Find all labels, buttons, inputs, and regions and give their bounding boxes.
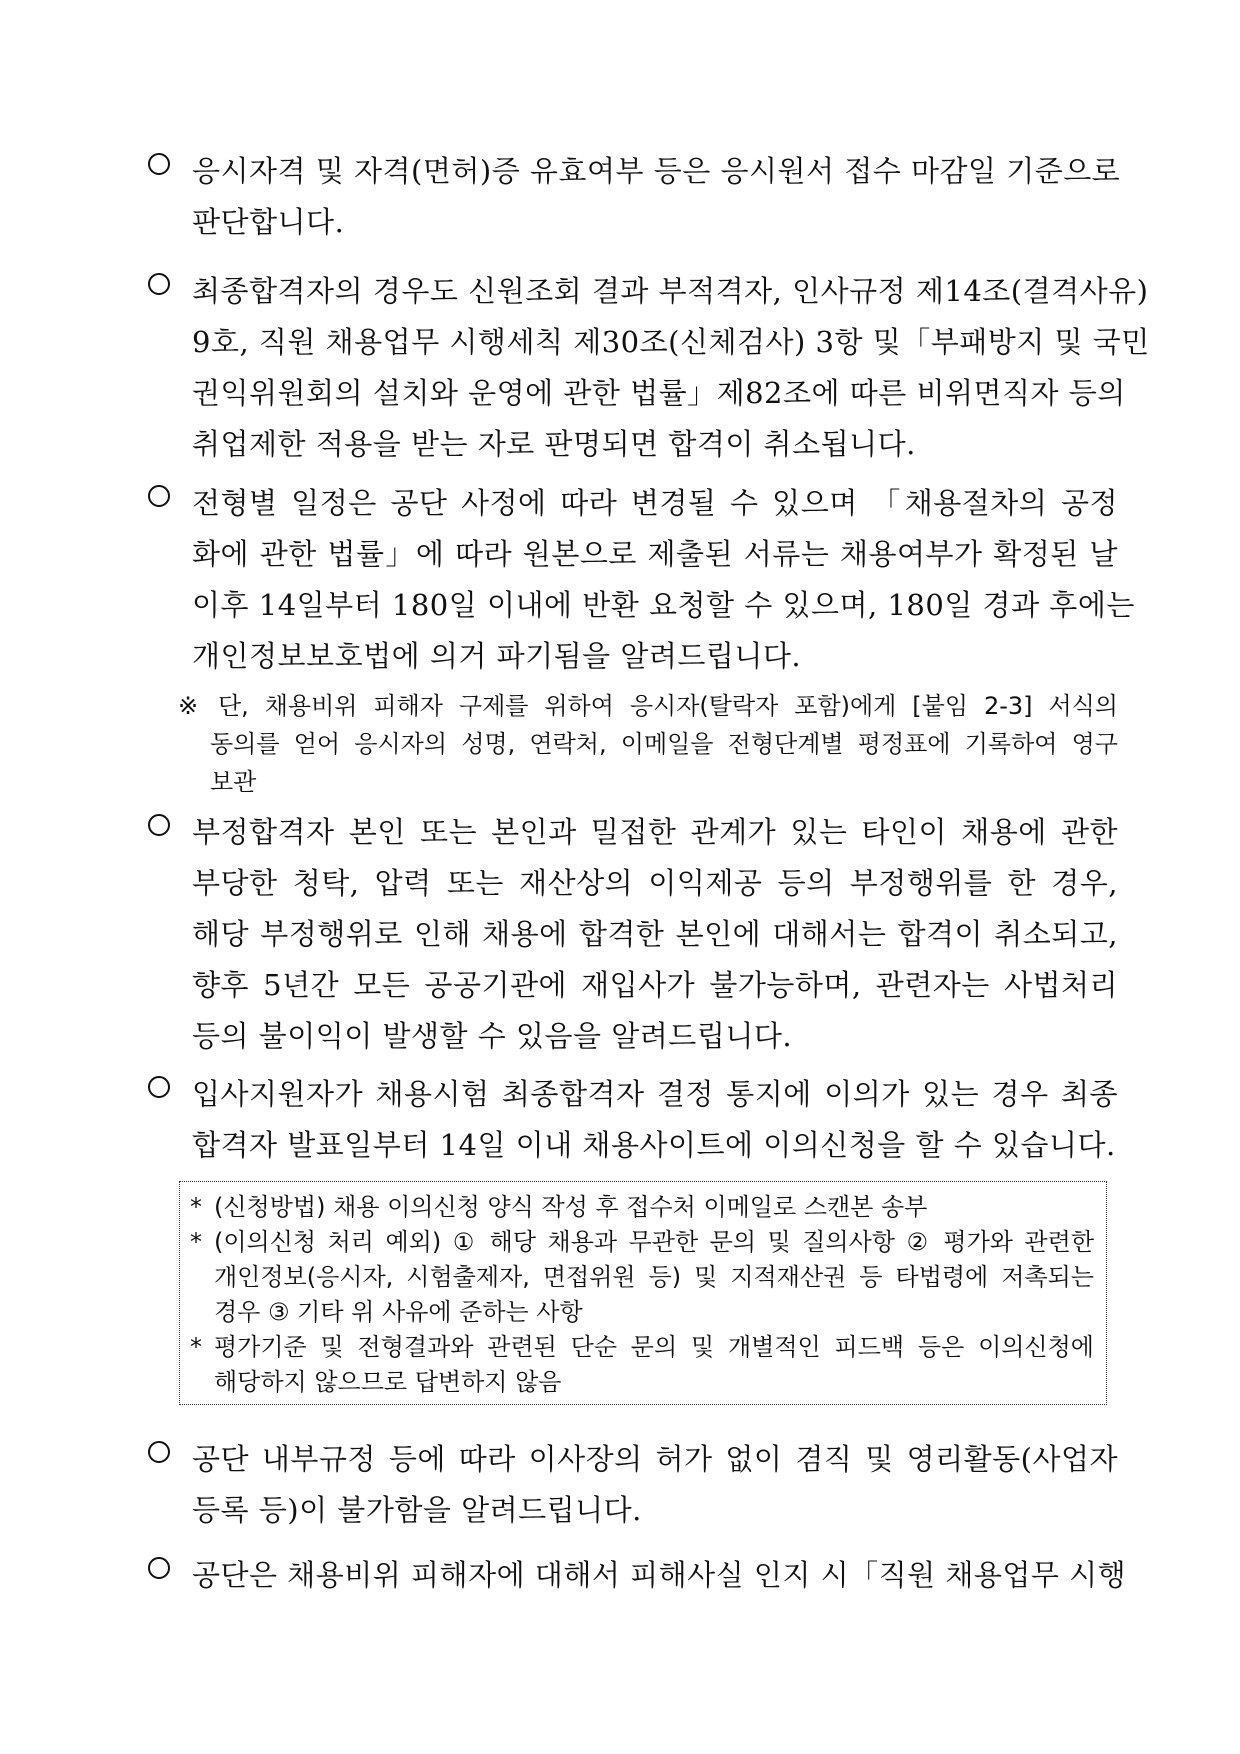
text-line: 평가기준 및 전형결과와 관련된 단순 문의 및 개별적인 피드백 등은 이의신청에 [214,1333,1094,1361]
text-line: 응시자격 및 자격(면허)증 유효여부 등은 응시원서 접수 마감일 기준으로 [192,154,1121,188]
text-line: 경우 ③ 기타 위 사유에 준하는 사항 [214,1298,583,1326]
circle-bullet-icon [148,273,170,295]
text-line: 전형별 일정은 공단 사정에 따라 변경될 수 있으며 「채용절차의 공정 [192,486,1118,520]
list-item [190,1190,1094,1225]
circle-bullet-icon [148,485,170,507]
text-line: (신청방법) 채용 이의신청 양식 작성 후 접수처 이메일로 스캔본 송부 [214,1193,928,1221]
asterisk-mark-icon: * [190,1228,202,1256]
text-line: 공단 내부규정 등에 따라 이사장의 허가 없이 겸직 및 영리활동(사업자 [192,1442,1118,1476]
paragraph-eligibility-basis [148,146,1121,248]
text-line: 이후 14일부터 180일 이내에 반환 요청할 수 있으며, 180일 경과 후에는 [192,588,1135,622]
text-line: 권익위원회의 설치와 운영에 관한 법률」제82조에 따른 비위면직자 등의 [192,376,1126,410]
text-line: 공단은 채용비위 피해자에 대해서 피해사실 인지 시「직원 채용업무 시행 [192,1558,1127,1592]
text-line: 보관 [210,768,257,796]
text-line: 향후 5년간 모든 공공기관에 재입사가 불가능하며, 관련자는 사법처리 [192,968,1118,1002]
asterisk-mark-icon: * [190,1333,202,1361]
text-line: 화에 관한 법률」에 따라 원본으로 제출된 서류는 채용여부가 확정된 날 [192,537,1118,571]
text-line: 해당 부정행위로 인해 채용에 합격한 본인에 대해서는 합격이 취소되고, [192,917,1118,951]
objection-details-box [179,1181,1107,1405]
text-line: 최종합격자의 경우도 신원조회 결과 부적격자, 인사규정 제14조(결격사유) [192,274,1149,308]
paragraph-dual-employment [148,1434,1118,1536]
circle-bullet-icon [148,814,170,836]
list-item [190,1225,1094,1330]
circle-bullet-icon [148,1076,170,1098]
text-line: 9호, 직원 채용업무 시행세칙 제30조(신체검사) 3항 및「부패방지 및 국민 [192,325,1150,359]
text-line: 등의 불이익이 발생할 수 있음을 알려드립니다. [192,1019,793,1053]
text-line: 개인정보(응시자, 시험출제자, 면접위원 등) 및 지적재산권 등 타법령에 저촉되는 [214,1263,1094,1291]
circle-bullet-icon [148,153,170,175]
text-line: 판단합니다. [192,205,345,239]
reference-mark-icon: ※ [178,692,199,720]
text-line: 등록 등)이 불가함을 알려드립니다. [192,1493,642,1527]
text-line: 부정합격자 본인 또는 본인과 밀접한 관계가 있는 타인이 채용에 관한 [192,815,1118,849]
asterisk-mark-icon: * [190,1193,202,1221]
paragraph-fraud-disqualification [148,807,1118,1062]
text-line: 입사지원자가 채용시험 최종합격자 결정 통지에 이의가 있는 경우 최종 [192,1077,1118,1111]
circle-bullet-icon [148,1557,170,1579]
paragraph-victim-remedy [148,1550,1127,1601]
text-line: 동의를 얻어 응시자의 성명, 연락처, 이메일을 전형단계별 평정표에 기록하여 영구 [210,730,1118,758]
text-line: 개인정보보호법에 의거 파기됨을 알려드립니다. [192,639,802,673]
text-line: 부당한 청탁, 압력 또는 재산상의 이익제공 등의 부정행위를 한 경우, [192,866,1118,900]
list-item [190,1330,1094,1400]
paragraph-final-pass-cancellation [148,266,1150,470]
text-line: 단, 채용비위 피해자 구제를 위하여 응시자(탈락자 포함)에게 [붙임 2-3] 서식의 [218,692,1118,720]
paragraph-objection-filing [148,1069,1118,1171]
circle-bullet-icon [148,1441,170,1463]
note-victim-relief [178,687,1118,801]
text-line: 취업제한 적용을 받는 자로 판명되면 합격이 취소됩니다. [192,427,916,461]
text-line: 해당하지 않으므로 답변하지 않음 [214,1368,562,1396]
text-line: 합격자 발표일부터 14일 이내 채용사이트에 이의신청을 할 수 있습니다. [192,1128,1116,1162]
text-line: (이의신청 처리 예외) ① 해당 채용과 무관한 문의 및 질의사항 ② 평가와 관련한 [214,1228,1094,1256]
paragraph-schedule-document-return [148,478,1135,682]
